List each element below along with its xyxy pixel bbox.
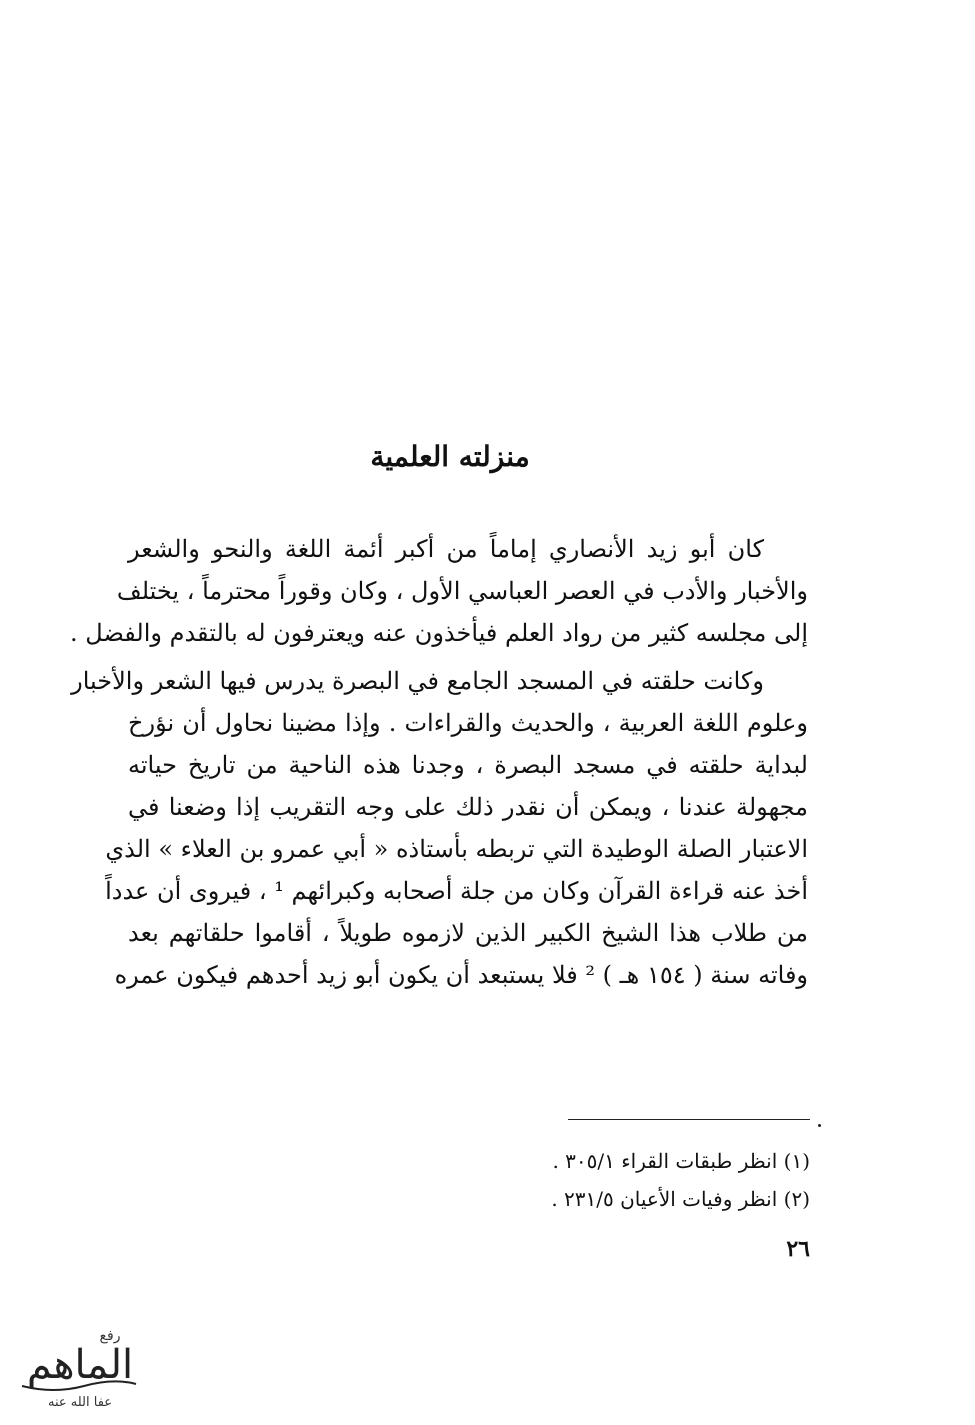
calligraphy-stamp-logo [14,1320,144,1412]
text-line: كان أبو زيد الأنصاري إماماً من أكبر أئمة اللغة والنحو والشعر [128,535,764,563]
text-line: والأخبار والأدب في العصر العباسي الأول ، وكان وقوراً محترماً ، يختلف [116,577,808,605]
text-line: وفاته سنة ( ١٥٤ هـ ) ² فلا يستبعد أن يكون أبو زيد أحدهم فيكون عمره [114,961,808,989]
body-text [70,528,808,996]
footnote-separator-dot [818,1124,821,1127]
text-line: وعلوم اللغة العربية ، والحديث والقراءات . وإذا مضينا نحاول أن نؤرخ [128,709,808,737]
footnote-1: (١) انظر طبقات القراء ٣٠٥/١ . [552,1149,810,1173]
footnote-2: (٢) انظر وفيات الأعيان ٢٣١/٥ . [551,1187,810,1211]
paragraph-1 [70,528,808,654]
text-line: أخذ عنه قراءة القرآن وكان من جلة أصحابه وكبرائهم ¹ ، فيروى أن عدداً [105,877,808,905]
stamp-main-text: الماهم [26,1342,134,1388]
text-line: إلى مجلسه كثير من رواد العلم فيأخذون عنه ويعترفون له بالتقدم والفضل . [70,619,808,647]
footnote-separator [568,1119,810,1120]
page-number: ٢٦ [786,1236,810,1262]
text-line: مجهولة عندنا ، ويمكن أن نقدر ذلك على وجه التقريب إذا وضعنا في [128,793,808,821]
stamp-bottom-text: عفا الله عنه [47,1395,113,1410]
text-line: الاعتبار الصلة الوطيدة التي تربطه بأستاذه « أبي عمرو بن العلاء » الذي [105,835,808,863]
stamp-top-text: رفع [99,1328,121,1344]
paragraph-2 [71,660,808,996]
section-title: منزلته العلمية [370,440,530,473]
text-line: لبداية حلقته في مسجد البصرة ، وجدنا هذه الناحية من تاريخ حياته [128,751,808,779]
text-line: وكانت حلقته في المسجد الجامع في البصرة يدرس فيها الشعر والأخبار [71,667,764,695]
text-line: من طلاب هذا الشيخ الكبير الذين لازموه طويلاً ، أقاموا حلقاتهم بعد [128,919,808,947]
footnotes [400,1142,810,1218]
